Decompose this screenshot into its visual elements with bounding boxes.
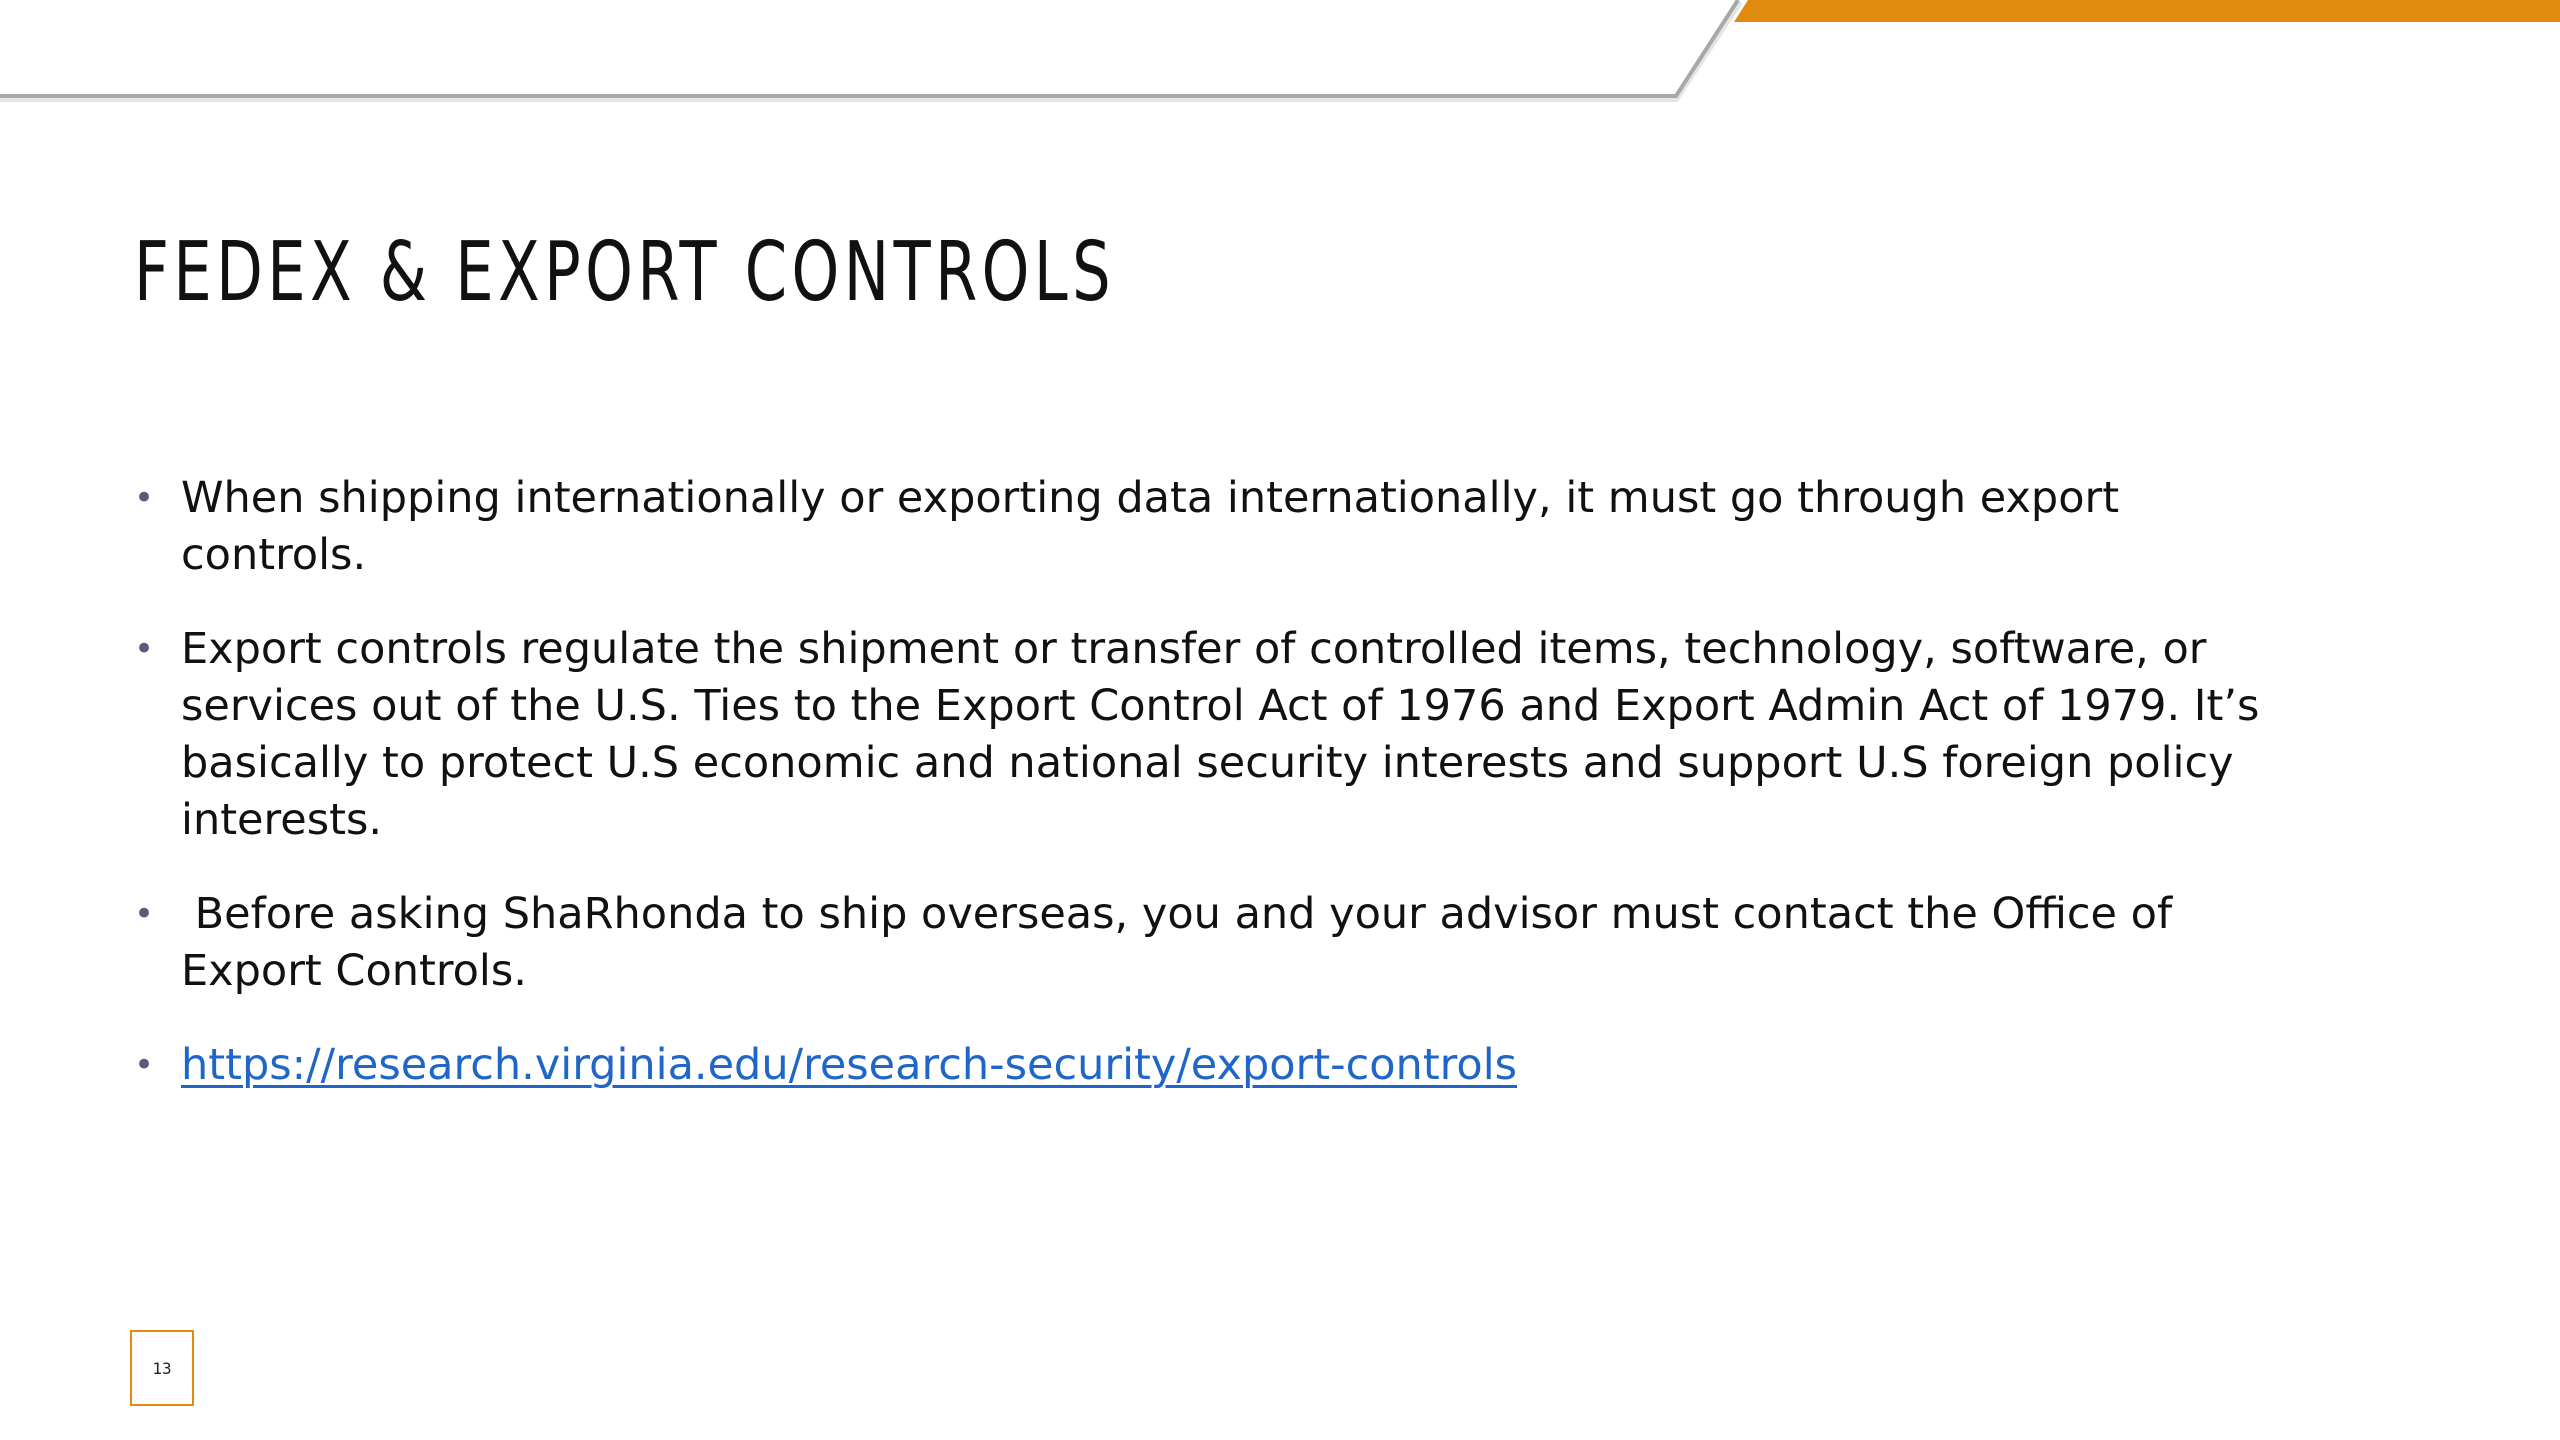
page-number-box bbox=[130, 1330, 194, 1406]
bullet-item bbox=[134, 1037, 2284, 1094]
bullet-text: Export controls regulate the shipment or transfer of controlled items, technology, software, or services out of the U.S. Ties to the Export Control Act of 1976 and Export Admin Act of 1979. It’s basically to protect U.S economic and national security interests and support U.S foreign policy interests. bbox=[181, 624, 2260, 845]
bullet-text: When shipping internationally or exporting data internationally, it must go through export controls. bbox=[181, 473, 2120, 580]
header-decoration bbox=[0, 0, 2560, 120]
bullet-dot-icon: • bbox=[134, 1045, 155, 1085]
bullet-item bbox=[134, 886, 2284, 1000]
bullet-text: Before asking ShaRhonda to ship overseas, you and your advisor must contact the Office of Export Controls. bbox=[181, 889, 2186, 996]
export-controls-link[interactable]: https://research.virginia.edu/research-security/export-controls bbox=[181, 1040, 1518, 1090]
bullet-list bbox=[134, 470, 2284, 1131]
bullet-item bbox=[134, 470, 2284, 584]
bullet-dot-icon: • bbox=[134, 478, 155, 518]
bullet-dot-icon: • bbox=[134, 894, 155, 934]
slide-title: FEDEX & EXPORT CONTROLS bbox=[134, 225, 1116, 320]
bullet-item bbox=[134, 621, 2284, 849]
header-shadow-line bbox=[0, 0, 1740, 99]
page-number: 13 bbox=[152, 1358, 172, 1378]
header-accent-bar bbox=[1734, 0, 2560, 22]
bullet-dot-icon: • bbox=[134, 629, 155, 669]
